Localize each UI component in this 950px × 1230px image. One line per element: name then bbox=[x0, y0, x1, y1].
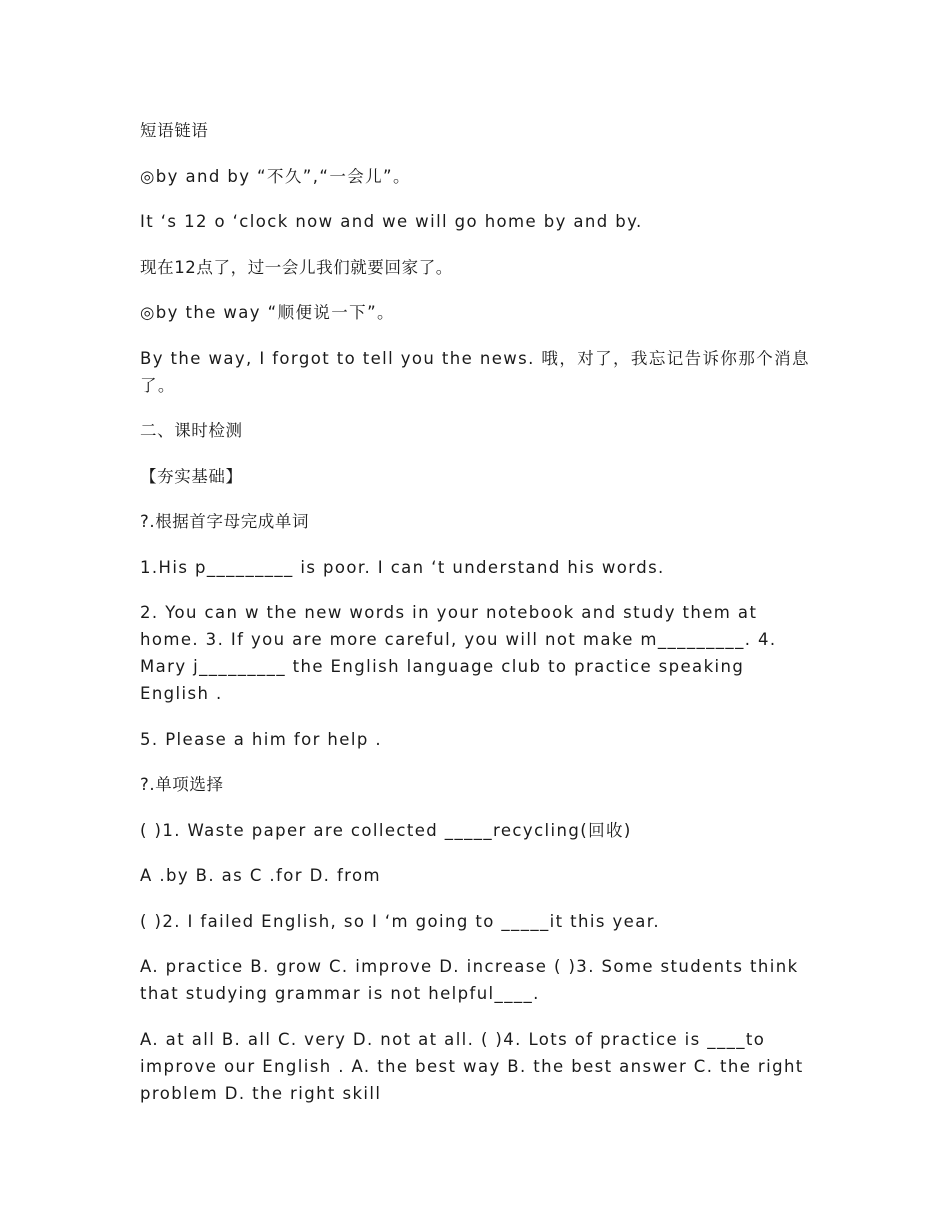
subsection-heading-basics: 【夯实基础】 bbox=[140, 466, 243, 486]
phrase-by-and-by: ◎by and by “不久”,“一会儿”。 bbox=[140, 166, 411, 186]
choice-options-2-question-3: A. practice B. grow C. improve D. increase ( )3. Some students think that studying grammar is not helpful____. bbox=[140, 957, 799, 1003]
choice-question-1: ( )1. Waste paper are collected _____recycling(回收) bbox=[140, 820, 632, 840]
choice-options-3-question-4: A. at all B. all C. very D. not at all. ( )4. Lots of practice is ____to improve our English . A. the best way B. the best answer C. the right problem D. the right skill bbox=[140, 1029, 804, 1103]
section-heading-test: 二、课时检测 bbox=[140, 421, 243, 440]
exercise-item-5: 5. Please a him for help . bbox=[140, 729, 382, 749]
exercise-heading-fill-words: ?.根据首字母完成单词 bbox=[140, 512, 310, 531]
exercise-item-1: 1.His p_________ is poor. I can ‘t understand his words. bbox=[140, 557, 665, 577]
phrase-by-the-way: ◎by the way “顺便说一下”。 bbox=[140, 303, 395, 322]
example-sentence-en: It ‘s 12 o ‘clock now and we will go home by and by. bbox=[140, 212, 643, 231]
section-heading-phrases: 短语链语 bbox=[140, 121, 209, 140]
exercise-items-2-4: 2. You can w the new words in your notebook and study them at home. 3. If you are more careful, you will not make m_________. 4. Mary j_________ the English language club to practice speaking English . bbox=[140, 603, 777, 703]
document-body bbox=[140, 117, 812, 1125]
exercise-heading-choice: ?.单项选择 bbox=[140, 775, 224, 794]
example-sentence-cn: 现在12点了，过一会儿我们就要回家了。 bbox=[140, 257, 453, 277]
choice-question-2: ( )2. I failed English, so I ‘m going to _____it this year. bbox=[140, 911, 661, 931]
example-sentence-mixed: By the way, I forgot to tell you the news. 哦，对了，我忘记告诉你那个消息了。 bbox=[140, 348, 810, 395]
choice-options-1: A .by B. as C .for D. from bbox=[140, 866, 381, 885]
